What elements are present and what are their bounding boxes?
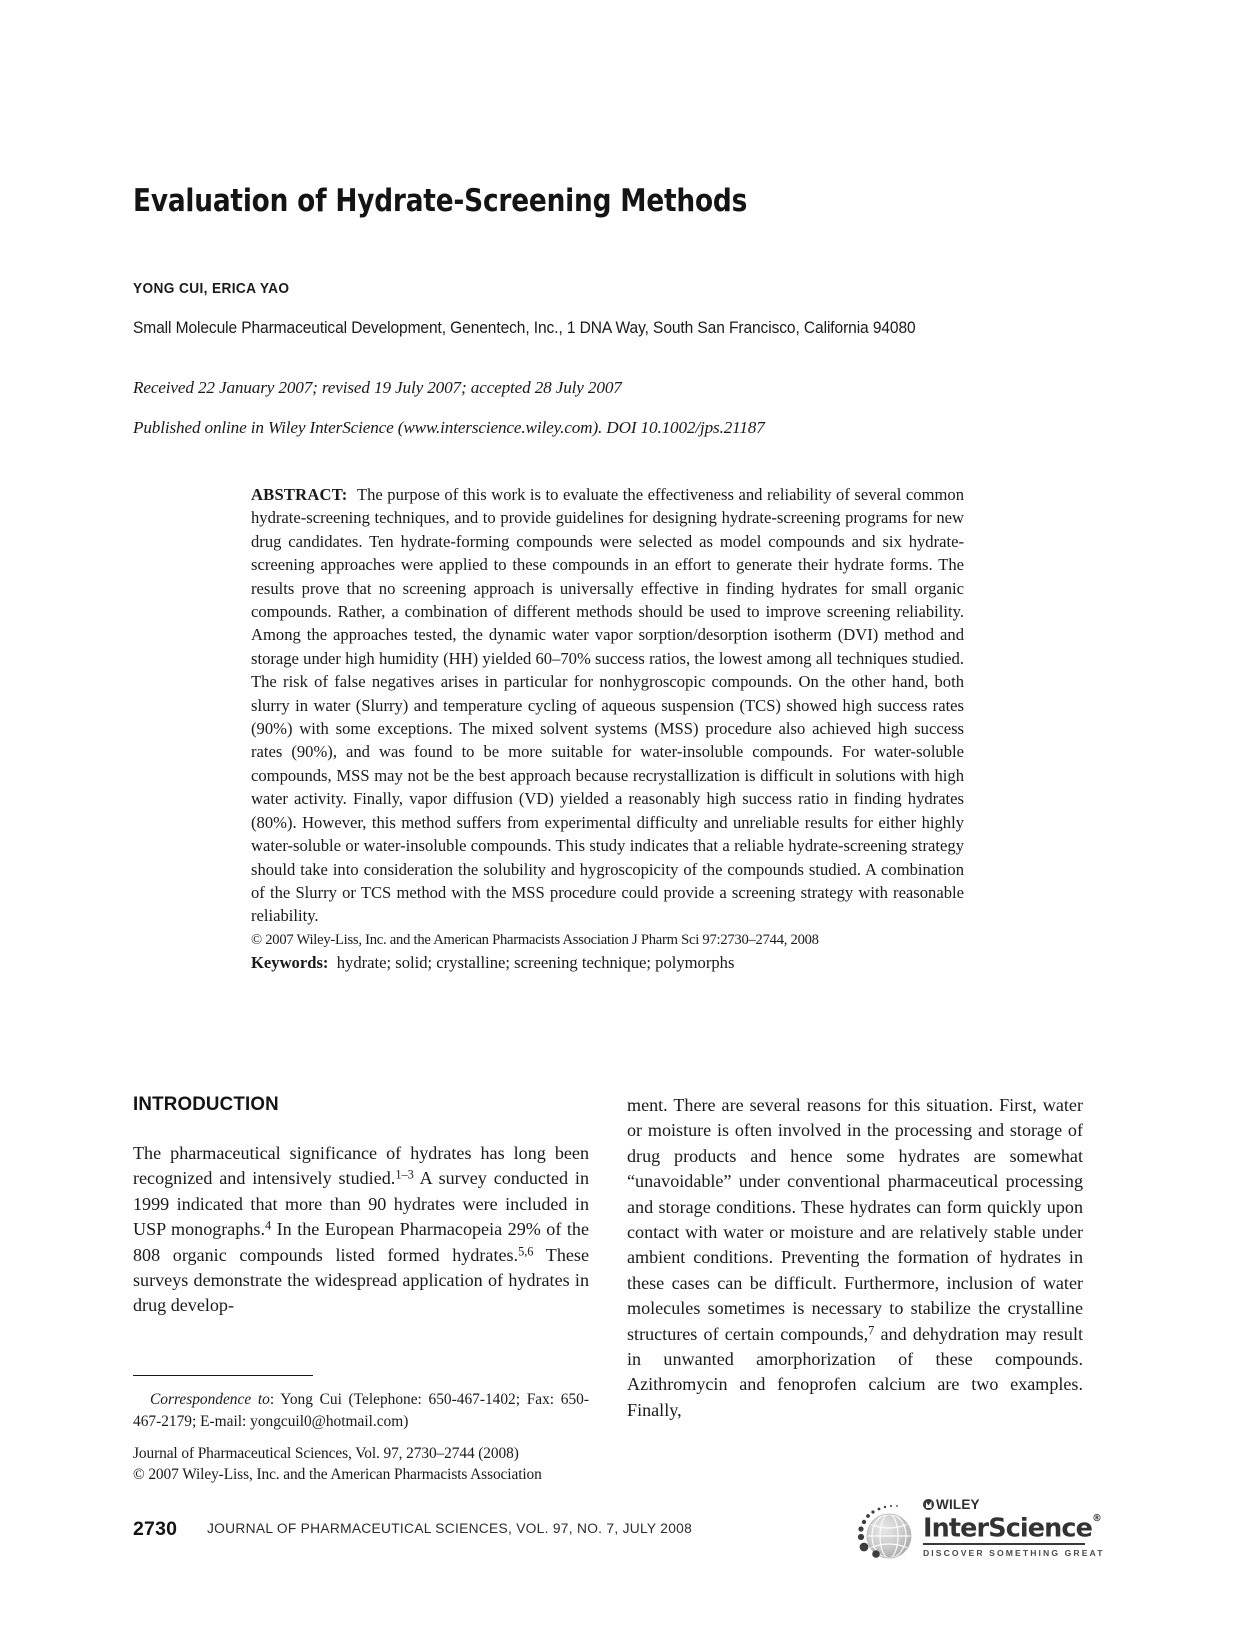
introduction-paragraph-left: The pharmaceutical significance of hydrates has long been recognized and intensively studied.$^{1-3}$ A survey conducted in 1999 indicated that more than 90 hydrates were included in USP monographs.$^4$ In the European Pharmacopeia 29% of the 808 organic compounds listed formed hydrates.$^{5,6}$ These surveys demonstrate the widespread application of hydrates in drug develop- (133, 1143, 589, 1316)
keywords-label: Keywords: (251, 952, 329, 972)
introduction-paragraph-right: ment. There are several reasons for this situation. First, water or moisture is often involved in the processing and storage of drug products and hence some hydrates are somewhat “unavoidable” under conventional pharmaceutical processing and storage conditions. These hydrates can form quickly upon contact with water or moisture and are relatively stable under ambient conditions. Preventing the formation of hydrates in these cases can be difficult. Furthermore, inclusion of water molecules sometimes is necessary to stabilize the crystalline structures of certain compounds,$^7$ and dehydration may result in unwanted amorphorization of these compounds. Azithromycin and fenoprofen calcium are two examples. Finally, (627, 1095, 1083, 1420)
running-head: JOURNAL OF PHARMACEUTICAL SCIENCES, VOL. 97, NO. 7, JULY 2008 (207, 1521, 693, 1537)
logo-tagline: DISCOVER SOMETHING GREAT (923, 1547, 1105, 1558)
article-header (133, 183, 1093, 438)
journal-citation-line-1: Journal of Pharmaceutical Sciences, Vol. 97, 2730–2744 (2008) (133, 1445, 519, 1462)
correspondence-note: Correspondence to: Yong Cui (Telephone: 650-467-1402; Fax: 650-467-2179; E-mail: yongcuil0@hotmail.com) (133, 1391, 589, 1430)
interscience-label: InterScience (923, 1512, 1093, 1543)
body-column-right (627, 1093, 1083, 1423)
wiley-mark-icon (923, 1499, 934, 1510)
abstract-text: The purpose of this work is to evaluate the effectiveness and reliability of several common hydrate-screening techniques, and to provide guidelines for designing hydrate-screening programs for new drug candidates. Ten hydrate-forming compounds were selected as model compounds and six hydrate-screening approaches were applied to these compounds in an effort to generate their hydrate forms. The results prove that no screening approach is universally effective in finding hydrates for small organic compounds. Rather, a combination of different methods should be used to improve screening reliability. Among the approaches tested, the dynamic water vapor sorption/desorption isotherm (DVI) method and storage under high humidity (HH) yielded 60–70% success ratios, the lowest among all techniques studied. The risk of false negatives arises in particular for nonhygroscopic compounds. On the other hand, both slurry in water (Slurry) and temperature cycling of aqueous suspension (TCS) showed high success rates (90%) with some exceptions. The mixed solvent systems (MSS) procedure also achieved high success rates (90%), and was found to be more suitable for water-insoluble compounds. For water-soluble compounds, MSS may not be the best approach because recrystallization is difficult in solutions with high water activity. Finally, vapor diffusion (VD) yielded a reasonably high success ratio in finding hydrates (80%). However, this method suffers from experimental difficulty and unreliable results for either highly water-soluble or water-insoluble compounds. This study indicates that a reliable hydrate-screening strategy should take into consideration the solubility and hygroscopicity of the compounds studied. A combination of the Slurry or TCS method with the MSS procedure could provide a screening strategy with reasonable reliability. (251, 485, 964, 926)
footnote-block (133, 1375, 589, 1485)
body-column-left (133, 1093, 589, 1319)
page-footer (133, 1497, 1105, 1578)
section-heading-introduction: INTRODUCTION (133, 1093, 279, 1115)
registered-trademark-icon: ® (1092, 1512, 1101, 1524)
logo-wordmark (923, 1497, 1105, 1558)
submission-dates: Received 22 January 2007; revised 19 July 2007; accepted 28 July 2007 (133, 378, 622, 398)
globe-icon (855, 1502, 917, 1564)
wiley-interscience-logo (855, 1492, 1105, 1570)
page-number: 2730 (133, 1518, 178, 1540)
keywords-row (251, 952, 964, 974)
keywords-list: hydrate; solid; crystalline; screening technique; polymorphs (336, 952, 735, 972)
abstract-copyright-line: © 2007 Wiley-Liss, Inc. and the American Pharmacists Association J Pharm Sci 97:2730–2744, 2008 (251, 931, 819, 948)
wiley-wordmark (923, 1498, 1098, 1512)
journal-citation (133, 1443, 589, 1485)
author-affiliation: Small Molecule Pharmaceutical Development, Genentech, Inc., 1 DNA Way, South San Francisco, California 94080 (133, 319, 916, 338)
author-list: YONG CUI, ERICA YAO (133, 281, 290, 298)
journal-citation-line-2: © 2007 Wiley-Liss, Inc. and the American Pharmacists Association (133, 1466, 542, 1483)
footnote-divider (133, 1375, 313, 1376)
wiley-label: WILEY (936, 1497, 980, 1512)
logo-rule (923, 1543, 1085, 1545)
published-online-doi: Published online in Wiley InterScience (www.interscience.wiley.com). DOI 10.1002/jps.21187 (133, 418, 765, 438)
abstract-paragraph (251, 483, 964, 928)
page-title: Evaluation of Hydrate-Screening Methods (133, 183, 748, 219)
abstract-label: ABSTRACT: (251, 485, 348, 504)
interscience-wordmark (923, 1512, 1101, 1543)
abstract-section (251, 483, 964, 974)
